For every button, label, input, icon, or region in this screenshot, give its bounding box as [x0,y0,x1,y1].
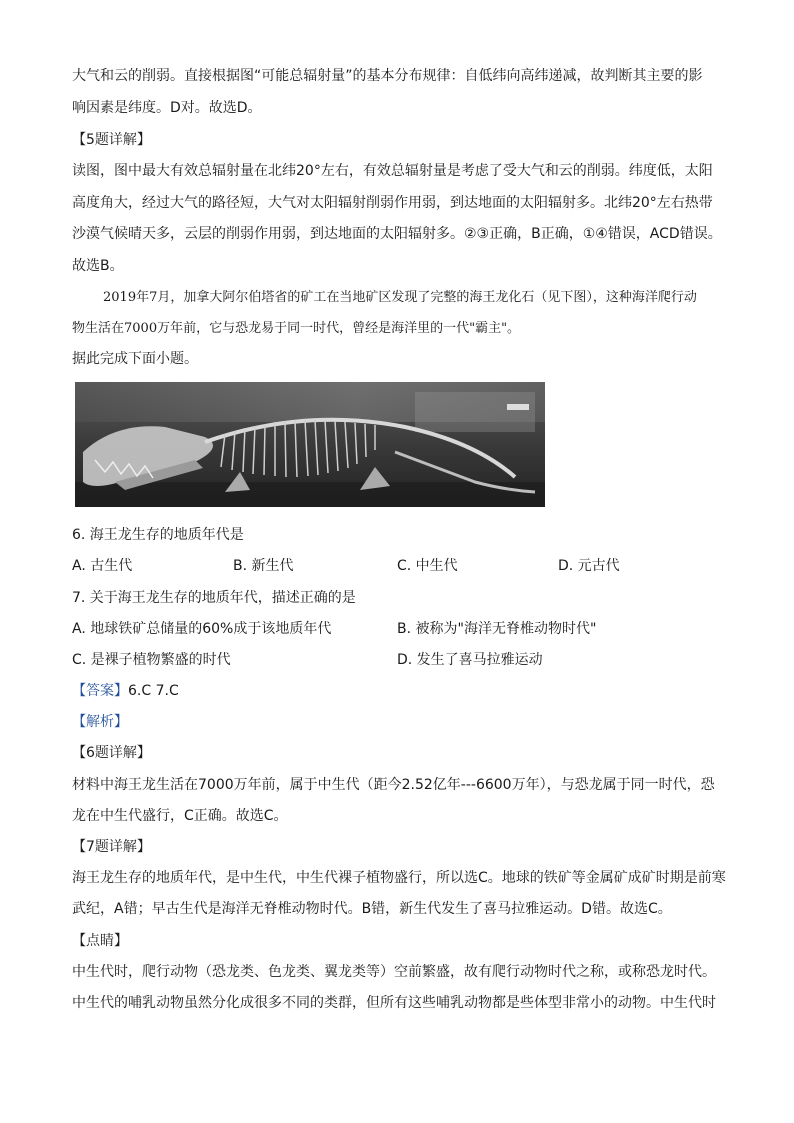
text-line: 中生代时，爬行动物（恐龙类、色龙类、翼龙类等）空前繁盛，故有爬行动物时代之称，或称恐龙时代。 [72,964,716,980]
text-line: 材料中海王龙生活在7000万年前，属于中生代（距今2.52亿年---6600万年），与恐龙属于同一时代，恐 [72,777,715,793]
text-line: 中生代的哺乳动物虽然分化成很多不同的类群，但所有这些哺乳动物都是些体型非常小的动物。中生代时 [72,995,716,1011]
text-line: 响因素是纬度。D对。故选D。 [72,100,262,116]
section-heading-q5: 【5题详解】 [72,132,151,148]
text-line: 故选B。 [72,258,124,274]
q6-option-a: A. 古生代 [72,558,133,574]
text-line: 海王龙生存的地质年代，是中生代，中生代裸子植物盛行，所以选C。地球的铁矿等金属矿成矿时期是前寒 [72,870,726,886]
mosasaur-fossil-photo [75,382,545,507]
q6-option-b: B. 新生代 [233,558,294,574]
answer-tag: 【答案】 [72,683,128,699]
section-heading-q7: 【7题详解】 [72,839,151,855]
passage-line: 物生活在7000万年前，它与恐龙易于同一时代，曾经是海洋里的一代"霸主"。 [72,321,521,336]
text-line: 龙在中生代盛行，C正确。故选C。 [72,808,288,824]
text-line: 高度角大，经过大气的路径短，大气对太阳辐射削弱作用弱，到达地面的太阳辐射多。北纬20°左右热带 [72,195,713,211]
answer-value: 6.C 7.C [128,683,179,699]
q7-option-c: C. 是裸子植物繁盛的时代 [72,652,231,668]
text-line: 读图，图中最大有效总辐射量在北纬20°左右，有效总辐射量是考虑了受大气和云的削弱。纬度低，太阳 [72,163,713,179]
question-6-stem: 6. 海王龙生存的地质年代是 [72,527,244,543]
analysis-tag: 【解析】 [72,714,128,730]
q6-option-d: D. 元古代 [558,558,620,574]
passage-line: 2019年7月，加拿大阿尔伯塔省的矿工在当地矿区发现了完整的海王龙化石（见下图），这种海洋爬行动 [103,290,697,305]
q6-option-c: C. 中生代 [397,558,458,574]
text-line: 大气和云的削弱。直接根据图“可能总辐射量”的基本分布规律：自低纬向高纬递减，故判断其主要的影 [72,68,703,84]
question-7-stem: 7. 关于海王龙生存的地质年代，描述正确的是 [72,590,356,606]
text-line: 沙漠气候晴天多，云层的削弱作用弱，到达地面的太阳辐射多。②③正确，B正确，①④错误，ACD错误。 [72,226,722,242]
instruction-line: 据此完成下面小题。 [72,351,198,367]
q7-option-a: A. 地球铁矿总储量的60%成于该地质年代 [72,621,332,637]
text-line: 武纪，A错；早古生代是海洋无脊椎动物时代。B错，新生代发生了喜马拉雅运动。D错。故选C。 [72,901,672,917]
q7-option-b: B. 被称为"海洋无脊椎动物时代" [397,621,597,637]
tip-tag: 【点睛】 [72,933,128,949]
answer-line [72,681,732,701]
q7-option-d: D. 发生了喜马拉雅运动 [397,652,543,668]
section-heading-q6: 【6题详解】 [72,745,151,761]
